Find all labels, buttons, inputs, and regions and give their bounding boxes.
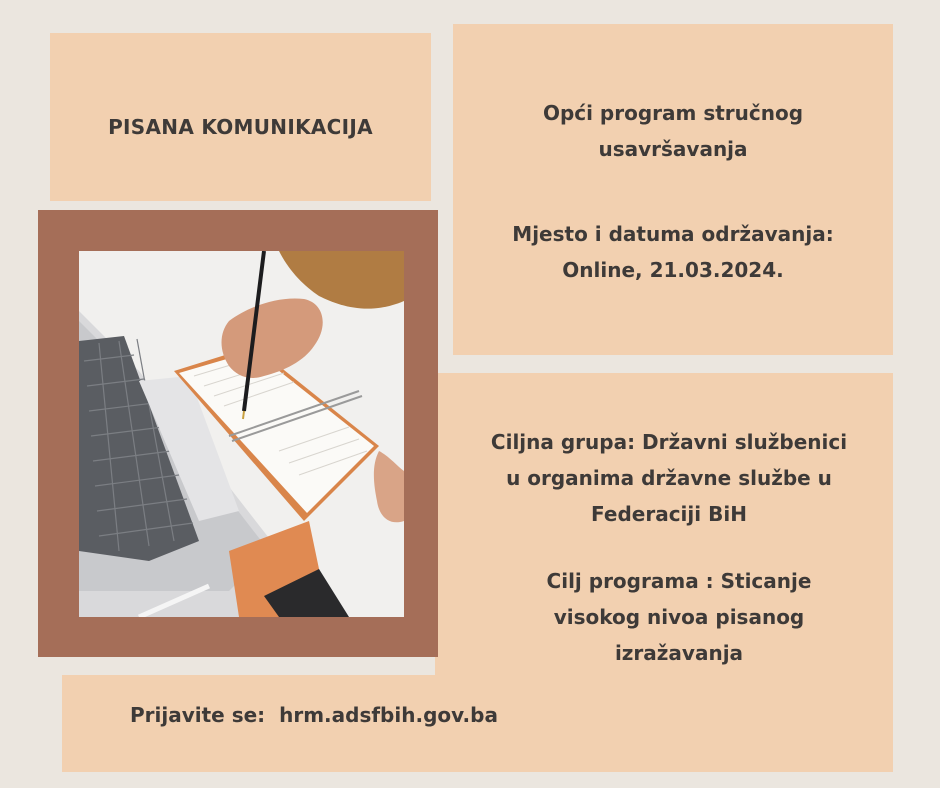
program-goal — [465, 563, 893, 671]
target-group — [445, 424, 893, 532]
target-group-line: Federaciji BiH — [591, 502, 747, 526]
target-group-line: u organima državne službe u — [506, 466, 832, 490]
location-date-line: Online, 21.03.2024. — [562, 258, 784, 282]
program-goal-line: visokog nivoa pisanog — [553, 605, 805, 629]
page-title: PISANA KOMUNIKACIJA — [108, 115, 373, 139]
location-date-line: Mjesto i datuma održavanja: — [512, 222, 834, 246]
target-goal-panel — [435, 373, 893, 706]
writing-photo — [79, 251, 404, 617]
program-type — [453, 95, 893, 167]
program-goal-line: Cilj programa : Sticanje — [546, 569, 812, 593]
registration-text: Prijavite se: hrm.adsfbih.gov.ba — [130, 703, 498, 727]
photo-frame — [38, 210, 438, 657]
target-group-line: Ciljna grupa: Državni službenici — [490, 430, 848, 454]
registration-panel — [62, 675, 893, 772]
program-type-line: usavršavanja — [598, 137, 748, 161]
program-type-line: Opći program stručnog — [542, 101, 804, 125]
location-date — [453, 216, 893, 288]
title-panel — [50, 33, 431, 201]
writing-illustration — [79, 251, 404, 617]
program-goal-line: izražavanja — [614, 641, 744, 665]
program-info-panel — [453, 24, 893, 355]
